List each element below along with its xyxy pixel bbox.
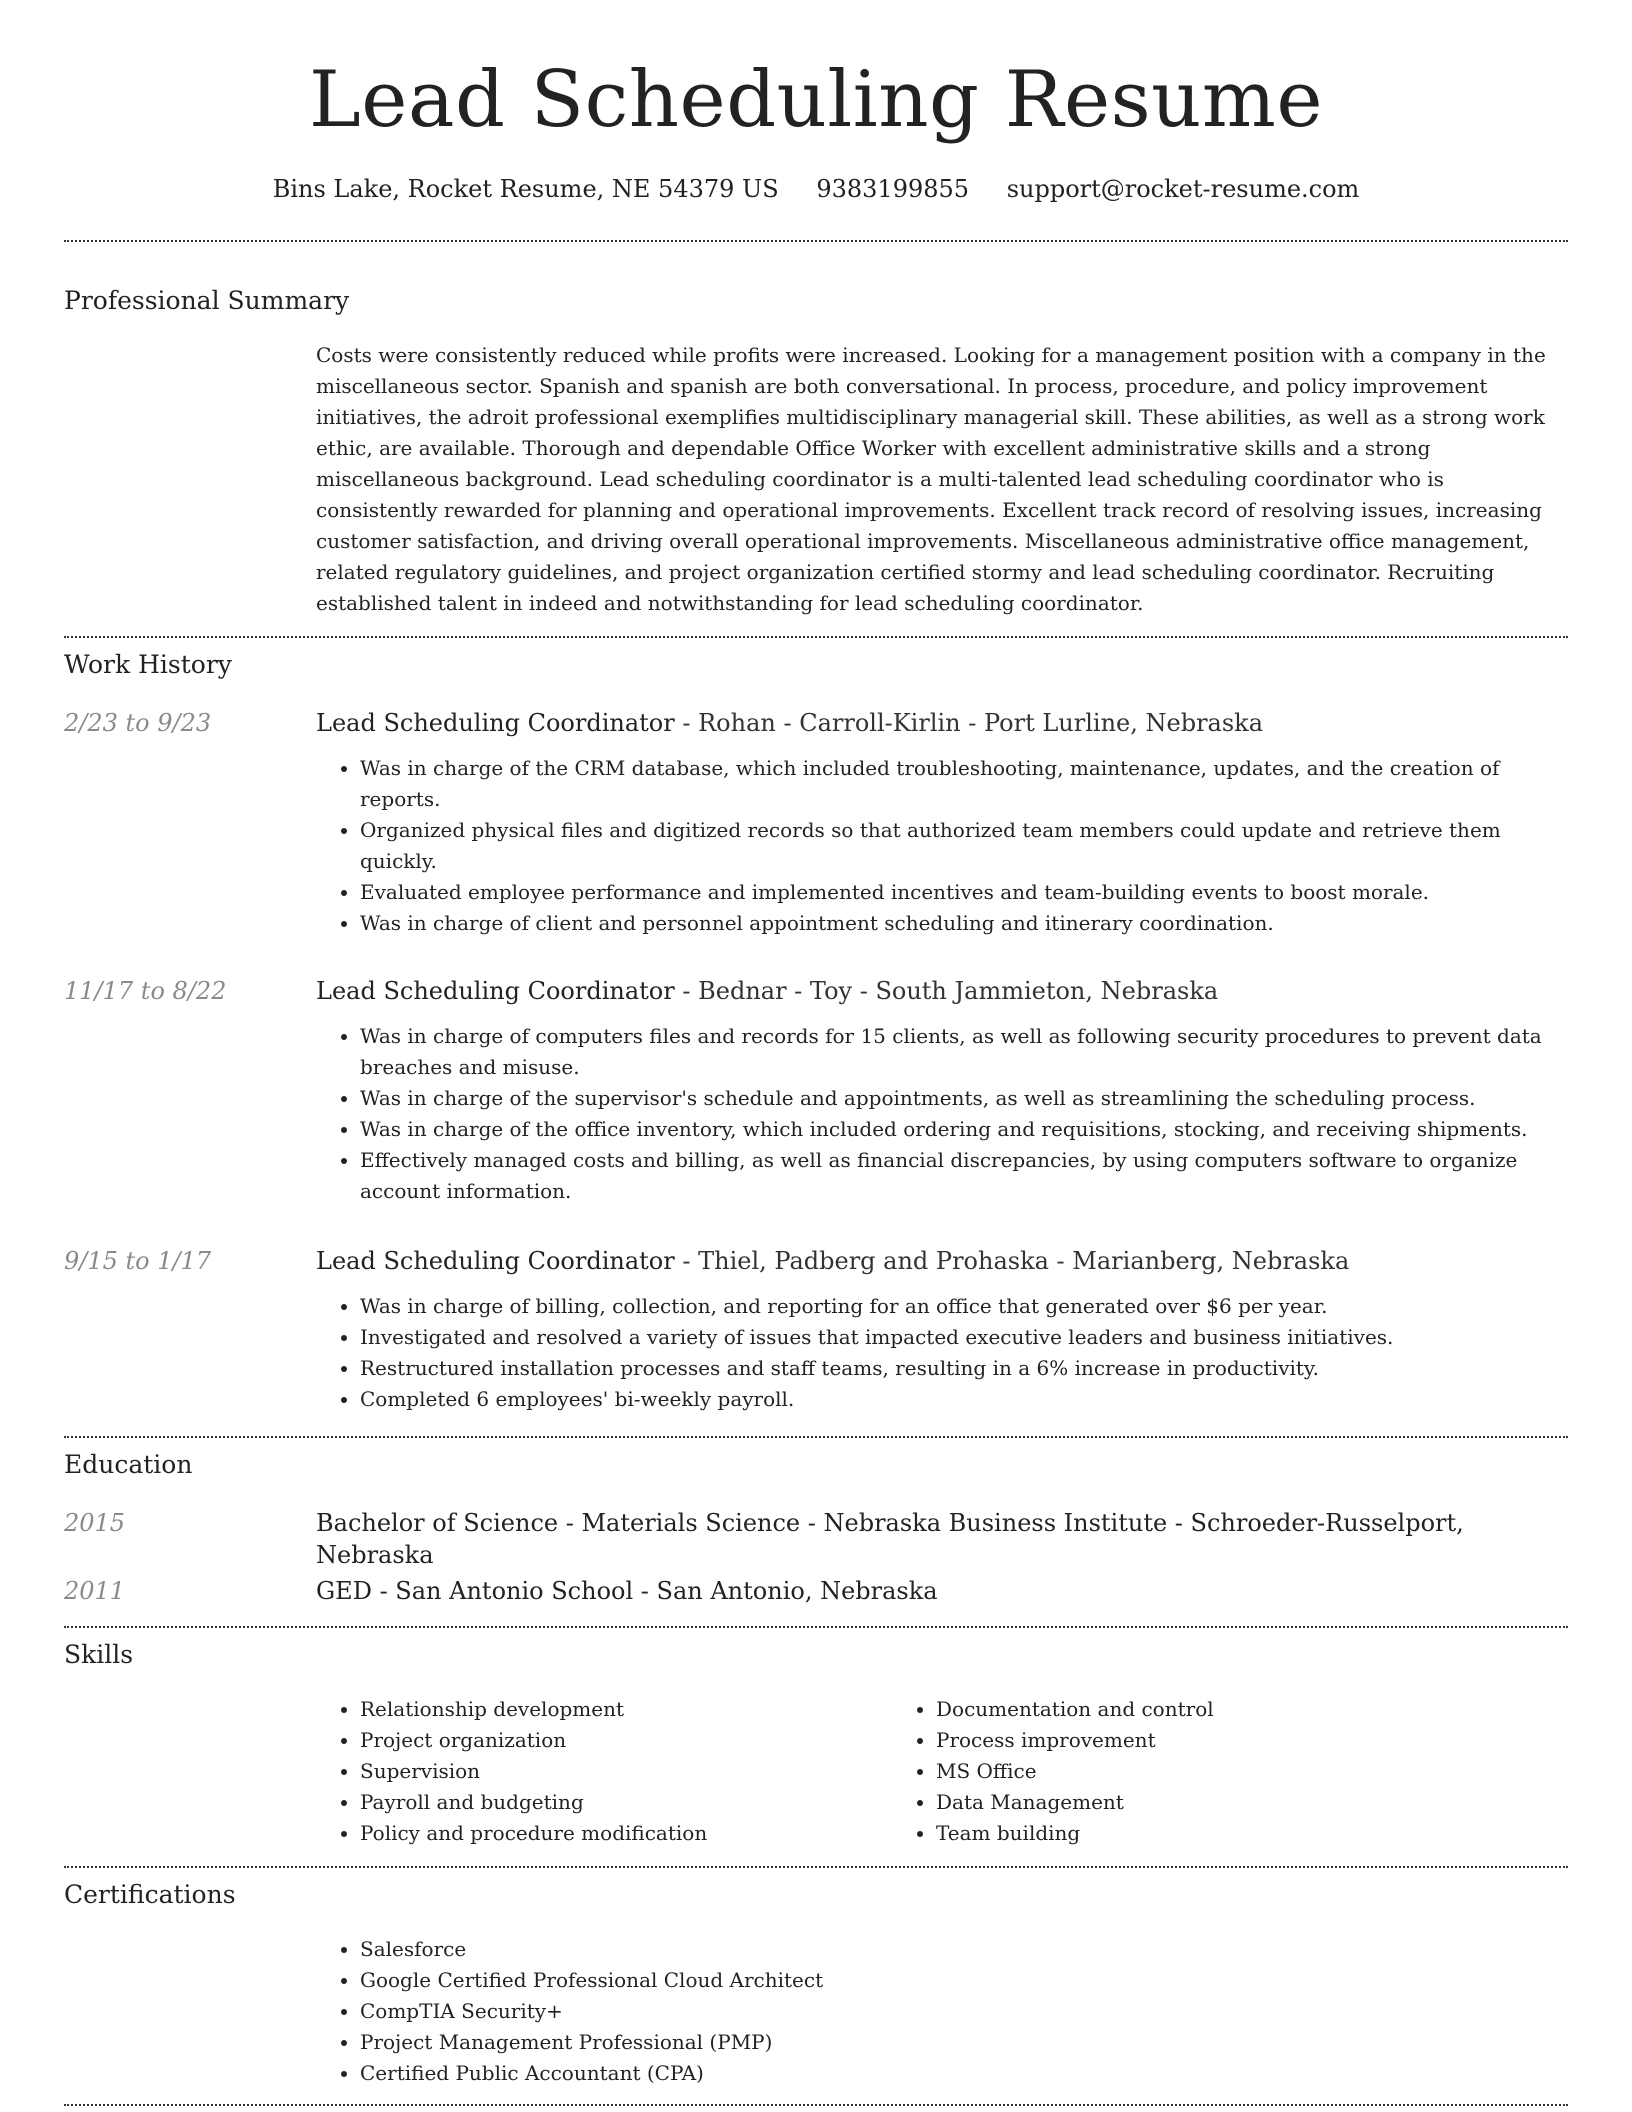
- list-item: • Was in charge of client and personnel appointment scheduling and itinerary coordination.: [360, 908, 1568, 939]
- list-item: • Team building: [936, 1818, 1460, 1849]
- list-item: • Was in charge of the supervisor's schedule and appointments, as well as streamlining the scheduling process.: [360, 1083, 1568, 1114]
- job-entry: [64, 707, 1568, 939]
- job-role: Lead Scheduling Coordinator: [316, 709, 675, 737]
- job-employer: Rohan - Carroll-Kirlin - Port Lurline, Nebraska: [698, 709, 1264, 737]
- divider: [64, 240, 1568, 242]
- job-employer: Thiel, Padberg and Prohaska - Marianberg, Nebraska: [698, 1247, 1350, 1275]
- list-item: • Certified Public Accountant (CPA): [360, 2058, 1568, 2089]
- list-item: • Effectively managed costs and billing, as well as financial discrepancies, by using computers software to organize account information.: [360, 1145, 1568, 1207]
- list-item: • Evaluated employee performance and implemented incentives and team-building events to boost morale.: [360, 877, 1568, 908]
- section-heading-skills: Skills: [64, 1640, 134, 1669]
- certifications-list: [316, 1934, 1568, 2089]
- skills-column-left: [316, 1694, 888, 1849]
- list-item: • Organized physical files and digitized records so that authorized team members could update and retrieve them quickly.: [360, 815, 1568, 877]
- divider: [64, 1866, 1568, 1868]
- contact-line: [64, 174, 1568, 204]
- job-employer: Bednar - Toy - South Jammieton, Nebraska: [698, 977, 1219, 1005]
- list-item: • Was in charge of the CRM database, which included troubleshooting, maintenance, updates, and the creation of reports.: [360, 753, 1568, 815]
- list-item: • CompTIA Security+: [360, 1996, 1568, 2027]
- education-text: Bachelor of Science - Materials Science - Nebraska Business Institute - Schroeder-Russelport, Nebraska: [316, 1509, 1464, 1569]
- list-item: • Policy and procedure modification: [360, 1818, 888, 1849]
- list-item: • Investigated and resolved a variety of issues that impacted executive leaders and business initiatives.: [360, 1322, 1568, 1353]
- section-heading-certifications: Certifications: [64, 1880, 236, 1909]
- list-item: • MS Office: [936, 1756, 1460, 1787]
- job-bullets: [316, 1291, 1568, 1415]
- resume-title: Lead Scheduling Resume: [309, 55, 1323, 145]
- section-heading-work: Work History: [64, 650, 232, 679]
- education-text: GED - San Antonio School - San Antonio, Nebraska: [316, 1577, 938, 1605]
- job-body: [316, 975, 1568, 1207]
- job-bullets: [316, 753, 1568, 939]
- list-item: • Was in charge of billing, collection, and reporting for an office that generated over $6 per year.: [360, 1291, 1568, 1322]
- list-item: • Process improvement: [936, 1725, 1460, 1756]
- divider: [64, 636, 1568, 638]
- skills-list: [316, 1694, 1568, 1849]
- job-body: [316, 707, 1568, 939]
- education-year: 2015: [64, 1509, 126, 1537]
- list-item: • Project Management Professional (PMP): [360, 2027, 1568, 2058]
- list-item: • Relationship development: [360, 1694, 888, 1725]
- list-item: • Was in charge of the office inventory, which included ordering and requisitions, stocking, and receiving shipments.: [360, 1114, 1568, 1145]
- job-entry: [64, 975, 1568, 1207]
- list-item: • Completed 6 employees' bi-weekly payroll.: [360, 1384, 1568, 1415]
- list-item: • Google Certified Professional Cloud Architect: [360, 1965, 1568, 1996]
- job-heading: Lead Scheduling Coordinator - Thiel, Padberg and Prohaska - Marianberg, Nebraska: [316, 1247, 1350, 1275]
- list-item: • Payroll and budgeting: [360, 1787, 888, 1818]
- list-item: • Was in charge of computers files and records for 15 clients, as well as following security procedures to prevent data breaches and misuse.: [360, 1021, 1568, 1083]
- contact-address: Bins Lake, Rocket Resume, NE 54379 US: [272, 175, 779, 203]
- skills-column-right: [888, 1694, 1460, 1849]
- education-entry: [64, 1575, 1568, 1607]
- job-body: [316, 1245, 1568, 1415]
- list-item: • Documentation and control: [936, 1694, 1460, 1725]
- education-entry: [64, 1507, 1568, 1571]
- job-heading: Lead Scheduling Coordinator - Bednar - Toy - South Jammieton, Nebraska: [316, 977, 1219, 1005]
- divider: [64, 1436, 1568, 1438]
- list-item: • Supervision: [360, 1756, 888, 1787]
- divider: [64, 2104, 1568, 2106]
- contact-phone: 9383199855: [816, 175, 970, 203]
- section-heading-education: Education: [64, 1450, 193, 1479]
- summary-text: Costs were consistently reduced while profits were increased. Looking for a management position with a company in the miscellaneous sector. Spanish and spanish are both conversational. In process, procedure, and policy improvement initiatives, the adroit professional exemplifies multidisciplinary managerial skill. These abilities, as well as a strong work ethic, are available. Thorough and dependable Office Worker with excellent administrative skills and a strong miscellaneous background. Lead scheduling coordinator is a multi-talented lead scheduling coordinator who is consistently rewarded for planning and operational improvements. Excellent track record of resolving issues, increasing customer satisfaction, and driving overall operational improvements. Miscellaneous administrative office management, related regulatory guidelines, and project organization certified stormy and lead scheduling coordinator. Recruiting established talent in indeed and notwithstanding for lead scheduling coordinator.: [316, 343, 1546, 615]
- section-heading-summary: Professional Summary: [64, 286, 350, 315]
- job-role: Lead Scheduling Coordinator: [316, 977, 675, 1005]
- education-year: 2011: [64, 1577, 126, 1605]
- job-role: Lead Scheduling Coordinator: [316, 1247, 675, 1275]
- job-dates: 9/15 to 1/17: [64, 1247, 212, 1275]
- job-entry: [64, 1245, 1568, 1415]
- job-dates: 11/17 to 8/22: [64, 977, 227, 1005]
- job-bullets: [316, 1021, 1568, 1207]
- job-heading: Lead Scheduling Coordinator - Rohan - Carroll-Kirlin - Port Lurline, Nebraska: [316, 709, 1264, 737]
- list-item: • Restructured installation processes and staff teams, resulting in a 6% increase in productivity.: [360, 1353, 1568, 1384]
- divider: [64, 1626, 1568, 1628]
- list-item: • Data Management: [936, 1787, 1460, 1818]
- job-dates: 2/23 to 9/23: [64, 709, 212, 737]
- contact-email: support@rocket-resume.com: [1006, 175, 1360, 203]
- list-item: • Project organization: [360, 1725, 888, 1756]
- list-item: • Salesforce: [360, 1934, 1568, 1965]
